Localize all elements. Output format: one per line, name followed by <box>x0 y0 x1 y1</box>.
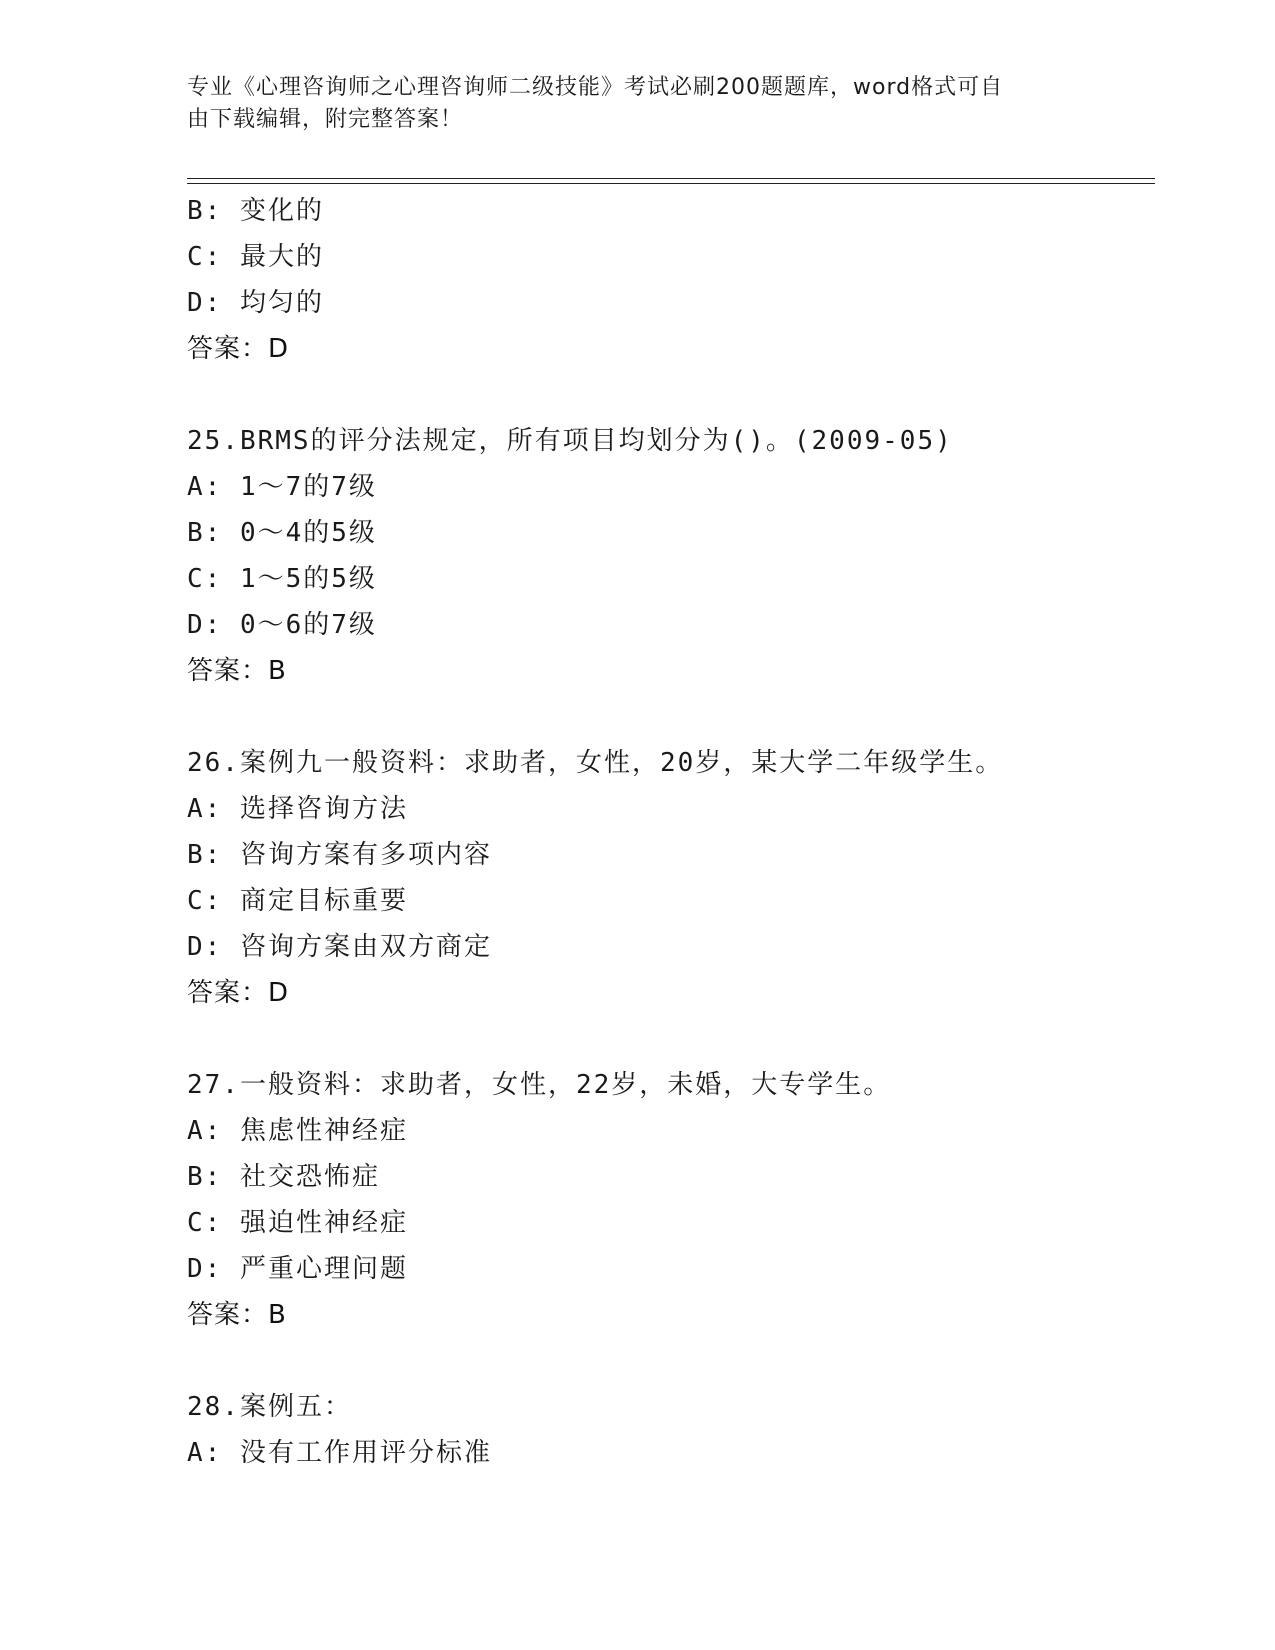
spacer <box>187 1016 1147 1062</box>
option-a: A: 没有工作用评分标准 <box>187 1438 492 1468</box>
option-c: C: 1～5的5级 <box>187 564 377 594</box>
answer-line: 答案：D <box>187 978 290 1008</box>
option-c: C: 最大的 <box>187 242 324 272</box>
option-a: A: 1～7的7级 <box>187 472 377 502</box>
option-b: B: 社交恐怖症 <box>187 1162 380 1192</box>
question-list <box>187 188 1147 1476</box>
answer-line: 答案：D <box>187 334 290 364</box>
option-d: D: 咨询方案由双方商定 <box>187 932 492 962</box>
question-26: 26.案例九一般资料：求助者，女性，20岁，某大学二年级学生。 <box>187 748 1004 778</box>
option-b: B: 变化的 <box>187 196 324 226</box>
header-divider-top <box>187 178 1155 179</box>
question-28: 28.案例五： <box>187 1392 352 1422</box>
option-d: D: 0～6的7级 <box>187 610 377 640</box>
option-b: B: 0～4的5级 <box>187 518 377 548</box>
header-divider-bottom <box>187 183 1155 184</box>
option-b: B: 咨询方案有多项内容 <box>187 840 492 870</box>
option-c: C: 商定目标重要 <box>187 886 408 916</box>
answer-line: 答案：B <box>187 656 287 686</box>
spacer <box>187 372 1147 418</box>
question-25: 25.BRMS的评分法规定，所有项目均划分为()。(2009-05) <box>187 426 953 456</box>
option-a: A: 选择咨询方法 <box>187 794 408 824</box>
answer-line: 答案：B <box>187 1300 287 1330</box>
document-header <box>187 72 1067 136</box>
option-d: D: 均匀的 <box>187 288 324 318</box>
question-27: 27.一般资料：求助者，女性，22岁，未婚，大专学生。 <box>187 1070 892 1100</box>
option-d: D: 严重心理问题 <box>187 1254 408 1284</box>
option-c: C: 强迫性神经症 <box>187 1208 408 1238</box>
option-a: A: 焦虑性神经症 <box>187 1116 408 1146</box>
header-line-2: 由下载编辑，附完整答案！ <box>187 107 464 132</box>
spacer <box>187 1338 1147 1384</box>
spacer <box>187 694 1147 740</box>
header-line-1: 专业《心理咨询师之心理咨询师二级技能》考试必刷200题题库，word格式可自 <box>187 75 1004 100</box>
